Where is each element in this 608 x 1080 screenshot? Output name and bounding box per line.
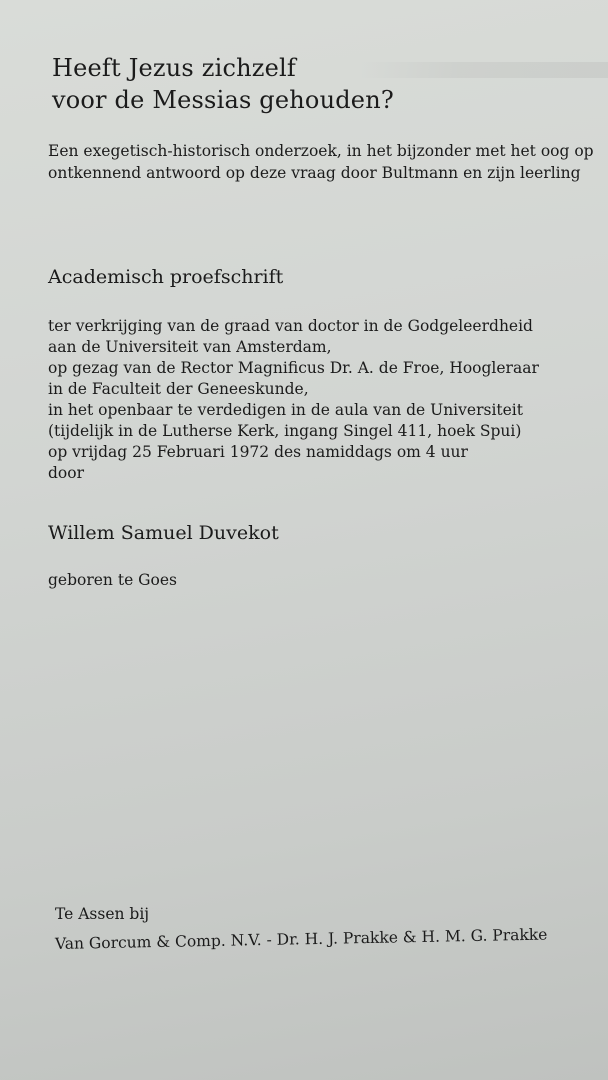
publisher-location: Te Assen bij (55, 905, 150, 923)
description-line: in de Faculteit der Geneeskunde, (48, 380, 309, 398)
subtitle (48, 140, 608, 184)
thesis-description (48, 316, 539, 484)
description-line: op vrijdag 25 Februari 1972 des namiddags om 4 uur (48, 443, 468, 461)
birthplace: geboren te Goes (48, 571, 178, 589)
author-name: Willem Samuel Duvekot (48, 522, 279, 544)
description-line: door (48, 464, 84, 482)
description-line: in het openbaar te verdedigen in de aula van de Universiteit (48, 401, 523, 419)
publisher-block (55, 904, 547, 955)
publisher-name: Van Gorcum & Comp. N.V. - Dr. H. J. Prakke & H. M. G. Prakke (54, 925, 548, 953)
title-line-1: Heeft Jezus zichzelf (52, 54, 296, 82)
description-line: ter verkrijging van de graad van doctor in de Godgeleerdheid (48, 317, 533, 335)
show-through-text (358, 62, 608, 78)
title-line-2: voor de Messias gehouden? (52, 86, 394, 114)
thesis-heading: Academisch proefschrift (48, 266, 284, 288)
page-title (52, 52, 394, 116)
subtitle-line-2: ontkennend antwoord op deze vraag door Bultmann en zijn leerling (48, 164, 581, 182)
description-line: op gezag van de Rector Magnificus Dr. A. de Froe, Hoogleraar (48, 359, 539, 377)
description-line: (tijdelijk in de Lutherse Kerk, ingang Singel 411, hoek Spui) (48, 422, 522, 440)
description-line: aan de Universiteit van Amsterdam, (48, 338, 332, 356)
subtitle-line-1: Een exegetisch-historisch onderzoek, in het bijzonder met het oog op (48, 142, 594, 160)
